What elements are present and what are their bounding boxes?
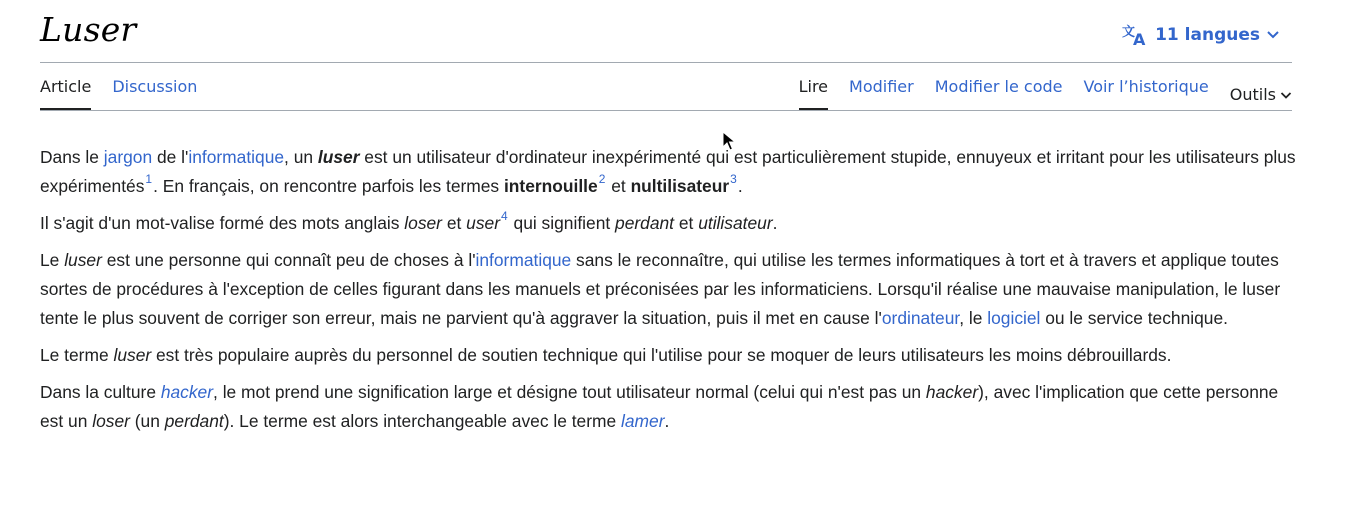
- reference-2[interactable]: 2: [598, 172, 606, 186]
- link-hacker[interactable]: hacker: [160, 382, 214, 402]
- paragraph: Le terme luser est très populaire auprès du personnel de soutien technique qui l'utilise pour se moquer de leurs utilisateurs les moins débrouillards.: [40, 345, 1172, 365]
- language-button[interactable]: [1121, 23, 1280, 47]
- tools-menu[interactable]: [1230, 77, 1292, 111]
- paragraph: Dans la culture hacker, le mot prend une signification large et désigne tout utilisateur normal (celui qui n'est pas un hacker), avec l'implication que cette personne est un loser (un perdant). Le terme est alors interchangeable avec le terme lamer.: [40, 382, 1279, 431]
- reference-1[interactable]: 1: [145, 172, 153, 186]
- tabs-divider: [40, 110, 1292, 111]
- svg-text:A: A: [1133, 30, 1146, 47]
- paragraph: Il s'agit d'un mot-valise formé des mots anglais loser et user$^4$ qui signifient perdant et utilisateur.: [40, 209, 778, 233]
- link-lamer[interactable]: lamer: [621, 411, 665, 431]
- tab-article[interactable]: Article: [40, 77, 91, 111]
- reference-4[interactable]: 4: [501, 209, 508, 223]
- language-count-label: 11 langues: [1155, 25, 1260, 45]
- term-internouille: internouille: [503, 176, 598, 196]
- paragraph: Dans le jargon de l'informatique, un luser est un utilisateur d'ordinateur inexpérimenté qui est particulièrement stupide, ennuyeux et irritant pour les utilisateurs plus expérimentés$^1$. En français, on rencontre parfois les termes internouille$^2$ et nultilisateur$^3$.: [40, 147, 1296, 196]
- link-informatique[interactable]: informatique: [475, 250, 572, 270]
- namespace-tabs: [40, 77, 197, 111]
- link-informatique[interactable]: informatique: [188, 147, 285, 167]
- tab-discussion[interactable]: Discussion: [112, 77, 198, 96]
- link-jargon[interactable]: jargon: [103, 147, 153, 167]
- reference-3[interactable]: 3: [730, 172, 737, 186]
- term-nultilisateur: nultilisateur: [630, 176, 730, 196]
- link-ordinateur[interactable]: ordinateur: [881, 308, 960, 328]
- translate-icon: [1121, 23, 1149, 47]
- tools-label: Outils: [1229, 84, 1276, 104]
- term-luser: luser: [317, 147, 360, 167]
- tab-history[interactable]: Voir l’historique: [1083, 77, 1209, 96]
- chevron-down-icon: [1280, 85, 1292, 104]
- paragraph: Le luser est une personne qui connaît peu de choses à l'informatique sans le reconnaître, qui utilise les termes informatiques à tort et à travers et applique toutes sortes de procédures à l'exception de celles figurant dans les manuels et préconisées par les informaticiens. Lorsqu'il réalise une mauvaise manipulation, le luser tente le plus souvent de corriger son erreur, mais ne parvient qu'à aggraver la situation, puis il met en cause l'ordinateur, le logiciel ou le service technique.: [40, 250, 1281, 328]
- page-title: Luser: [40, 10, 137, 49]
- tab-edit[interactable]: Modifier: [849, 77, 914, 96]
- title-divider: [40, 62, 1292, 63]
- tab-edit-source[interactable]: Modifier le code: [934, 77, 1063, 96]
- svg-text:文: 文: [1122, 25, 1136, 40]
- article-body: [40, 143, 1296, 444]
- chevron-down-icon: [1266, 30, 1280, 40]
- view-tabs: [799, 77, 1292, 111]
- link-logiciel[interactable]: logiciel: [987, 308, 1041, 328]
- tab-read[interactable]: Lire: [799, 77, 828, 111]
